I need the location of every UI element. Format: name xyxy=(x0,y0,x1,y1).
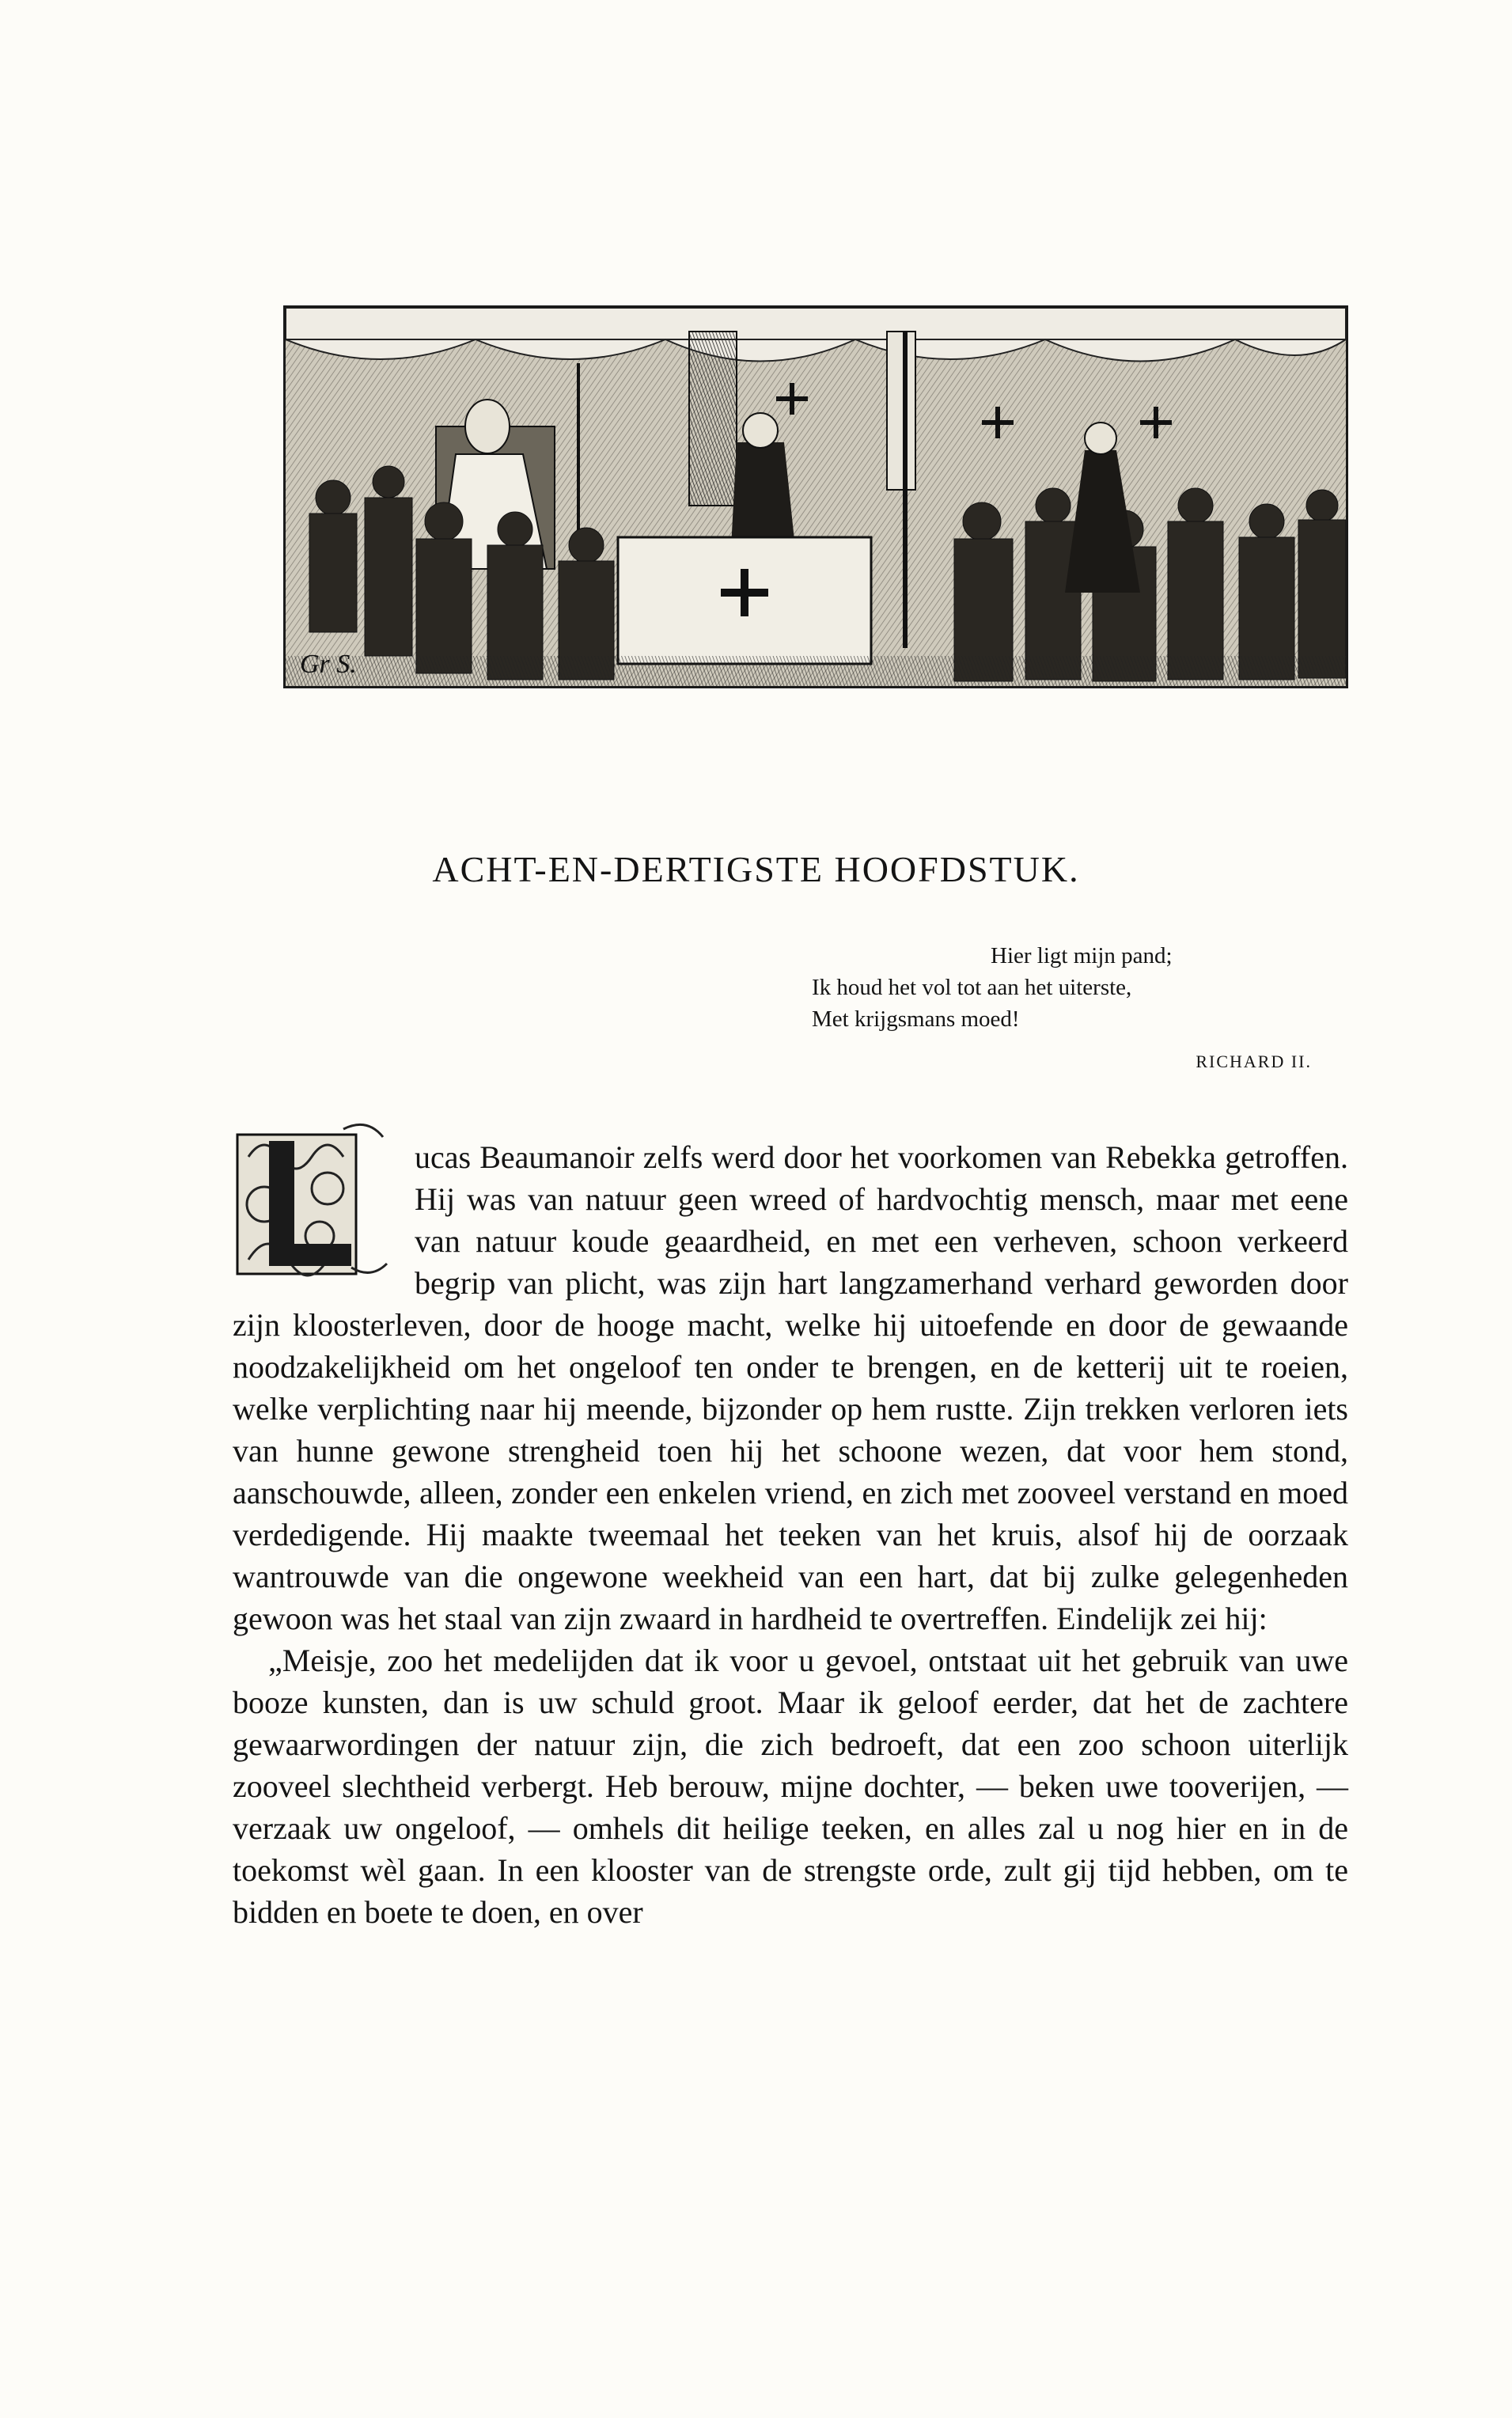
epigraph-source: RICHARD II. xyxy=(1196,1052,1312,1071)
paragraph-1 xyxy=(233,1136,1348,1639)
trial-scene-engraving-icon xyxy=(286,308,1346,686)
drop-cap-initial xyxy=(233,1117,391,1283)
chapter-body xyxy=(233,1136,1348,1933)
epigraph-line-3: Met krijgsmans moed! xyxy=(812,1006,1020,1032)
paragraph-1-text: ucas Beaumanoir zelfs werd door het voorkomen van Rebekka getroffen. Hij was van natuur geen wreed of hardvochtig mensch, maar met eene van natuur koude geaardheid, en met een verheven, schoon verkeerd begrip van plicht, was zijn hart langzamerhand verhard geworden door zijn kloosterleven, door de hooge macht, welke hij uitoefende en door de gewaande noodzakelijkheid om het ongeloof ten onder te brengen, en de ketterij uit te roeien, welke verplichting naar hij meende, bijzonder op hem rustte. Zijn trekken verloren iets van hunne gewone strengheid toen hij het schoone wezen, dat voor hem stond, aanschouwde, alleen, zonder een enkelen vriend, en zich met zooveel verstand en moed verdedigende. Hij maakte tweemaal het teeken van het kruis, alsof hij de oorzaak wantrouwde van die ongewone weekheid van een hart, dat bij zulke gelegenheden gewoon was het staal van zijn zwaard in hardheid te overtreffen. Eindelijk zei hij: xyxy=(233,1139,1348,1636)
chapter-illustration xyxy=(283,305,1348,688)
artist-signature: Gr S. xyxy=(300,650,357,679)
epigraph-line-2: Ik houd het vol tot aan het uiterste, xyxy=(812,975,1132,1000)
epigraph-line-1: Hier ligt mijn pand; xyxy=(991,943,1173,968)
ornamental-letter-l-icon xyxy=(233,1117,391,1283)
chapter-title: ACHT-EN-DERTIGSTE HOOFDSTUK. xyxy=(432,849,1080,889)
paragraph-2: „Meisje, zoo het medelijden dat ik voor u gevoel, ontstaat uit het gebruik van uwe booze kunsten, dan is uw schuld groot. Maar ik geloof eerder, dat het de zachtere gewaarwordingen der natuur zijn, die zich bedroeft, dat een zoo schoon uiterlijk zooveel slechtheid verbergt. Heb berouw, mijne dochter, — beken uwe tooverijen, — verzaak uw ongeloof, — omhels dit heilige teeken, en alles zal u nog hier en in de toekomst wèl gaan. In een klooster van de strengste orde, zult gij tijd hebben, om te bidden en boete te doen, en over xyxy=(233,1643,1348,1930)
epigraph xyxy=(812,940,1312,1078)
